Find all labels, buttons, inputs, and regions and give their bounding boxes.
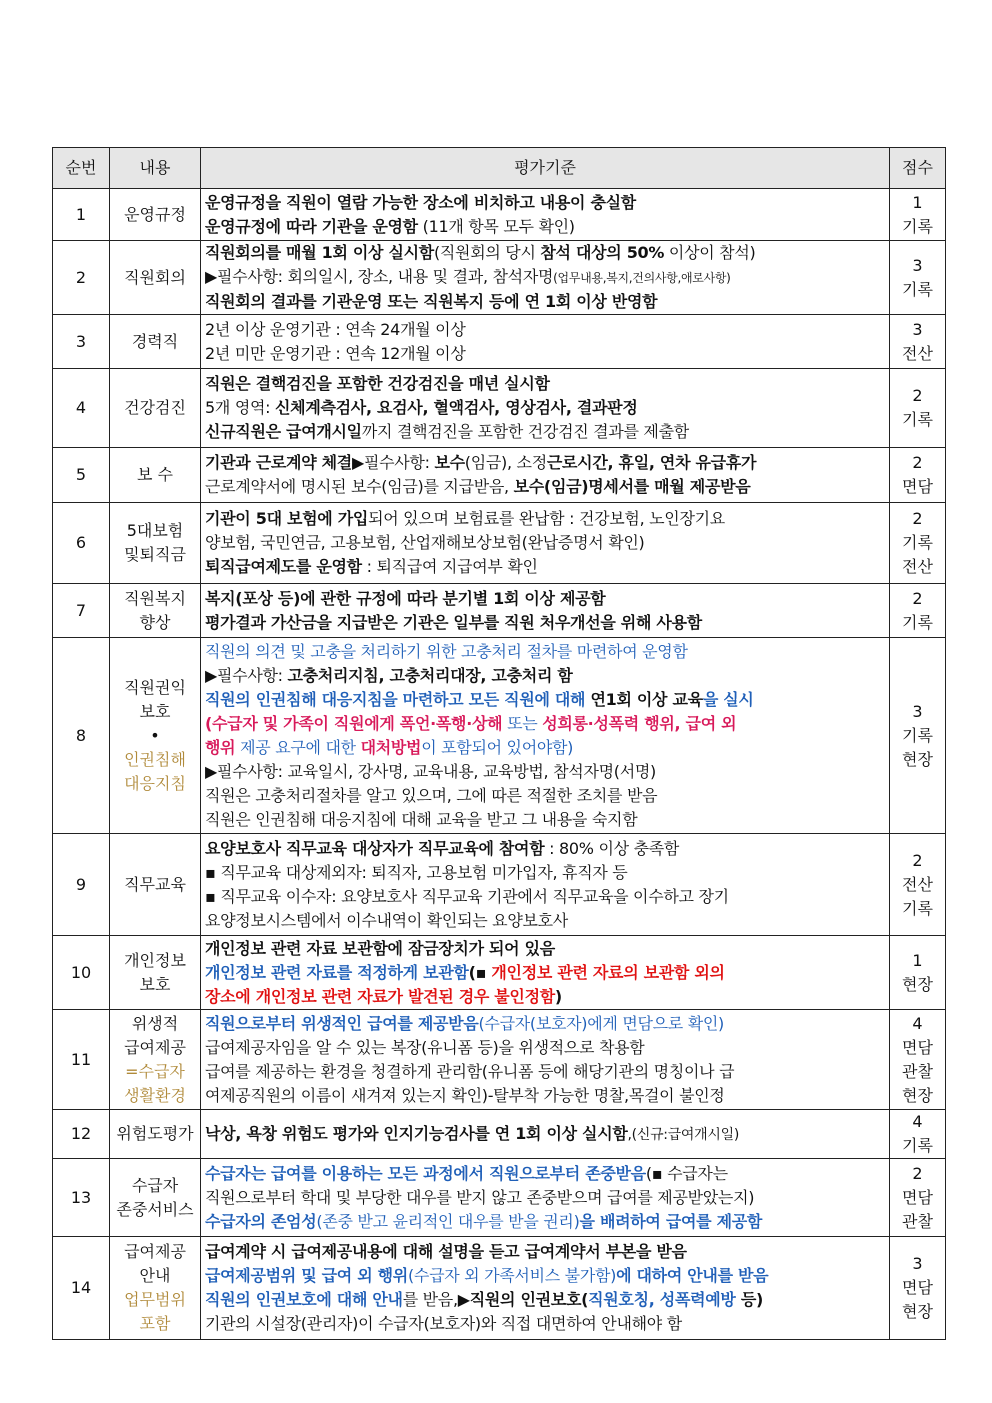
item-name-line: 운영규정 — [124, 204, 186, 224]
criteria-line — [205, 688, 885, 712]
item-name-line: 향상 — [139, 612, 171, 632]
row-number: 9 — [53, 834, 110, 936]
row-item-name — [110, 1110, 201, 1159]
score-line: 기록 — [902, 1136, 933, 1155]
score-line: 기록 — [902, 725, 933, 745]
criteria-segment: (업무내용,복지,건의사항,애로사항) — [553, 271, 731, 285]
item-name-line: 개인정보 — [124, 950, 186, 970]
row-number: 2 — [53, 241, 110, 315]
item-name-line: 급여제공 — [124, 1242, 186, 1261]
row-criteria — [201, 241, 890, 315]
row-item-name — [110, 1010, 201, 1110]
criteria-line — [205, 587, 885, 611]
criteria-line — [205, 640, 885, 664]
criteria-line — [205, 1060, 885, 1084]
criteria-segment: 급여계약 시 급여제공내용에 대해 설명을 듣고 급여계약서 부본을 받음 — [205, 1242, 687, 1261]
row-score — [890, 315, 946, 369]
item-name-line: 직원회의 — [124, 267, 186, 287]
row-criteria — [201, 448, 890, 503]
criteria-line — [205, 1240, 885, 1264]
table-row — [53, 584, 946, 638]
criteria-line — [205, 1186, 885, 1210]
criteria-segment: : 80% 이상 충족함 — [544, 838, 680, 858]
row-score — [890, 1237, 946, 1340]
criteria-segment: (▪ 수급자는 — [645, 1163, 728, 1183]
criteria-segment: 직원의 의견 및 고충을 처리하기 위한 고충처리 절차를 마련하여 운영함 — [205, 641, 688, 661]
item-name-line: 인권침해 — [124, 749, 186, 769]
criteria-segment: ▶필수사항: — [351, 453, 435, 472]
criteria-segment: 기관과 근로계약 체결 — [205, 453, 352, 472]
criteria-segment: 이 포함되어 있어야함) — [421, 737, 574, 757]
score-line: 기록 — [902, 410, 933, 429]
row-criteria — [201, 936, 890, 1010]
criteria-segment: ,(신규:급여개시일) — [627, 1126, 739, 1143]
criteria-line — [205, 1288, 885, 1312]
score-line: 면담 — [902, 1037, 933, 1057]
score-line: 현장 — [902, 1302, 933, 1321]
item-name-line: 대응지침 — [124, 773, 186, 793]
score-line: 2 — [912, 588, 923, 608]
header-criteria: 평가기준 — [201, 148, 890, 189]
criteria-line — [205, 611, 885, 635]
score-line: 2 — [912, 453, 923, 472]
row-score — [890, 936, 946, 1010]
criteria-segment: 요양보호사 직무교육 대상자가 직무교육에 참여함 — [205, 838, 545, 858]
criteria-segment: 운영규정에 따라 기관을 운영함 — [205, 216, 418, 236]
row-number: 4 — [53, 369, 110, 448]
header-name: 내용 — [110, 148, 201, 189]
item-name-line: 위생적 — [131, 1013, 179, 1033]
criteria-line — [205, 1162, 885, 1186]
row-score — [890, 1010, 946, 1110]
row-score — [890, 834, 946, 936]
criteria-segment: 개인정보 관련 자료를 적정하게 보관함 — [205, 962, 469, 982]
criteria-segment: (11개 항목 모두 확인) — [417, 216, 575, 236]
criteria-segment: 되어 있으며 보험료를 완납함 : 건강보험, 노인장기요 — [368, 509, 725, 528]
criteria-line — [205, 451, 885, 475]
criteria-segment: 까지 결핵검진을 포함한 건강검진 결과를 제출함 — [361, 422, 689, 441]
row-number: 14 — [53, 1237, 110, 1340]
criteria-line — [205, 1312, 885, 1336]
table-row — [53, 1110, 946, 1159]
criteria-segment: 보수(임금)명세서를 매월 제공받음 — [513, 477, 751, 496]
criteria-line — [205, 420, 885, 444]
criteria-line — [205, 961, 885, 985]
criteria-segment: 양보험, 국민연금, 고용보험, 산업재해보상보험(완납증명서 확인) — [205, 533, 645, 552]
criteria-segment: 대처방법 — [360, 737, 422, 757]
criteria-line — [205, 215, 885, 239]
score-line: 3 — [912, 1254, 923, 1273]
row-number: 1 — [53, 189, 110, 241]
row-score — [890, 503, 946, 584]
score-line: 기록 — [902, 533, 933, 552]
score-line: 4 — [912, 1112, 923, 1131]
criteria-line — [205, 712, 885, 736]
table-row — [53, 369, 946, 448]
criteria-segment: (존중 받고 윤리적인 대우를 받을 권리) — [316, 1211, 580, 1231]
row-item-name — [110, 241, 201, 315]
criteria-line — [205, 1036, 885, 1060]
criteria-line — [205, 342, 885, 366]
criteria-segment: 요양정보시스템에서 이수내역이 확인되는 요양보호사 — [205, 910, 568, 930]
criteria-segment: ) — [554, 986, 562, 1006]
row-number: 6 — [53, 503, 110, 584]
criteria-segment: 직원의 인권보호에 대해 안내 — [205, 1290, 403, 1309]
item-name-line: 업무범위 — [124, 1290, 186, 1309]
criteria-segment: 성희롱·성폭력 행위, 급여 외 — [542, 713, 737, 733]
item-name-line: 보호 — [139, 974, 171, 994]
criteria-segment: 직원은 인권침해 대응지침에 대해 교육을 받고 그 내용을 숙지함 — [205, 809, 638, 829]
score-line: 2 — [912, 850, 923, 870]
criteria-segment: 개인정보 관련 자료 보관함에 잠금장치가 되어 있음 — [205, 938, 555, 958]
criteria-line — [205, 985, 885, 1009]
criteria-line — [205, 664, 885, 688]
row-number: 5 — [53, 448, 110, 503]
criteria-segment: (임금), 소정 — [464, 453, 547, 472]
criteria-segment: 직원은 결핵검진을 포함한 건강검진을 매년 실시함 — [205, 374, 550, 393]
row-number: 13 — [53, 1159, 110, 1237]
criteria-line — [205, 372, 885, 396]
score-line: 전산 — [902, 874, 933, 894]
row-criteria — [201, 638, 890, 834]
score-line: 기록 — [902, 612, 933, 632]
criteria-segment: 을 실시 — [702, 689, 754, 709]
criteria-line — [205, 290, 885, 314]
row-criteria — [201, 369, 890, 448]
criteria-segment: 연1회 이상 교육 — [585, 689, 703, 709]
score-line: 기록 — [902, 216, 933, 236]
criteria-segment: 에 대하여 안내를 받음 — [616, 1266, 769, 1285]
row-number: 8 — [53, 638, 110, 834]
criteria-segment: (수급자 및 가족이 직원에게 폭언·폭행·상해 — [205, 713, 503, 733]
table-row — [53, 189, 946, 241]
criteria-segment: 고충처리지침, 고충처리대장, 고충처리 함 — [287, 665, 573, 685]
criteria-line — [205, 808, 885, 832]
row-criteria — [201, 1159, 890, 1237]
score-line: 면담 — [902, 477, 933, 496]
row-score — [890, 1159, 946, 1237]
item-name-line: 안내 — [139, 1266, 171, 1285]
row-item-name — [110, 503, 201, 584]
criteria-segment: 을 배려하여 급여를 제공함 — [579, 1211, 763, 1231]
row-score — [890, 369, 946, 448]
criteria-line — [205, 885, 885, 909]
criteria-line — [205, 1012, 885, 1036]
criteria-segment: (직원회의 당시 — [433, 243, 541, 262]
criteria-line — [205, 555, 885, 579]
table-row — [53, 315, 946, 369]
item-name-line: 직원권익 — [124, 677, 186, 697]
item-name-line: 보호 — [139, 701, 171, 721]
criteria-segment: 수급자는 급여를 이용하는 모든 과정에서 직원으로부터 존중받음 — [205, 1163, 646, 1183]
table-row — [53, 638, 946, 834]
criteria-segment: 신체계측검사, 요검사, 혈액검사, 영상검사, 결과판정 — [275, 398, 638, 417]
row-score — [890, 189, 946, 241]
score-line: 1 — [912, 192, 923, 212]
score-line: 3 — [912, 255, 923, 275]
criteria-segment: 장소에 개인정보 관련 자료가 발견된 경우 불인정함 — [205, 986, 555, 1006]
criteria-segment: 수급자의 존엄성 — [205, 1211, 317, 1231]
row-criteria — [201, 189, 890, 241]
criteria-segment: ▶필수사항: — [205, 665, 288, 685]
criteria-segment: (수급자(보호자)에게 면담으로 확인) — [478, 1013, 724, 1033]
criteria-segment: 이상이 참석) — [664, 243, 756, 262]
criteria-segment: 신규직원은 급여개시일 — [205, 422, 362, 441]
row-item-name — [110, 1237, 201, 1340]
criteria-line — [205, 736, 885, 760]
row-item-name — [110, 448, 201, 503]
row-number: 7 — [53, 584, 110, 638]
criteria-segment: 또는 — [502, 713, 543, 733]
criteria-segment: (▪ — [468, 962, 492, 982]
table-row — [53, 448, 946, 503]
criteria-segment: ▪ 직무교육 이수자: 요양보호사 직무교육 기관에서 직무교육을 이수하고 장기 — [205, 886, 729, 906]
criteria-segment: 직원회의를 매월 1회 이상 실시함 — [205, 243, 434, 262]
row-item-name — [110, 315, 201, 369]
row-criteria — [201, 315, 890, 369]
row-item-name — [110, 834, 201, 936]
row-criteria — [201, 584, 890, 638]
row-criteria — [201, 1237, 890, 1340]
criteria-segment: 급여를 제공하는 환경을 청결하게 관리함(유니폼 등에 해당기관의 명칭이나 급 — [205, 1061, 735, 1081]
criteria-line — [205, 396, 885, 420]
criteria-line — [205, 265, 885, 290]
row-item-name — [110, 369, 201, 448]
item-name-line: 급여제공 — [124, 1037, 186, 1057]
criteria-segment: 직원으로부터 위생적인 급여를 제공받음 — [205, 1013, 479, 1033]
row-item-name — [110, 1159, 201, 1237]
score-line: 1 — [912, 950, 923, 970]
criteria-segment: 2년 미만 운영기관 : 연속 12개월 이상 — [205, 343, 466, 363]
header-num: 순번 — [53, 148, 110, 189]
item-name-line: 직무교육 — [124, 874, 186, 894]
criteria-line — [205, 318, 885, 342]
score-line: 3 — [912, 701, 923, 721]
score-line: 2 — [912, 509, 923, 528]
score-line: 면담 — [902, 1187, 933, 1207]
criteria-segment: 제공 요구에 대한 — [235, 737, 361, 757]
criteria-segment: 참석 대상의 50% — [540, 243, 665, 262]
criteria-line — [205, 1210, 885, 1234]
item-name-line: • — [150, 725, 160, 745]
table-header-row — [53, 148, 946, 189]
row-score — [890, 638, 946, 834]
criteria-line — [205, 241, 885, 265]
criteria-segment: ▶필수사항: 회의일시, 장소, 내용 및 결과, 참석자명 — [205, 267, 554, 286]
item-name-line: 건강검진 — [124, 398, 186, 417]
criteria-line — [205, 760, 885, 784]
criteria-segment: 기관이 5대 보험에 가입 — [205, 509, 369, 528]
table-row — [53, 241, 946, 315]
criteria-line — [205, 475, 885, 499]
criteria-segment: ▶직원의 인권보호( — [457, 1290, 589, 1309]
row-number: 12 — [53, 1110, 110, 1159]
criteria-segment: 급여제공자임을 알 수 있는 복장(유니폼 등)을 위생적으로 착용함 — [205, 1037, 645, 1057]
criteria-segment: 복지(포상 등)에 관한 규정에 따라 분기별 1회 이상 제공함 — [205, 588, 606, 608]
criteria-line — [205, 937, 885, 961]
criteria-segment: ▶필수사항: 교육일시, 강사명, 교육내용, 교육방법, 참석자명(서명) — [205, 761, 656, 781]
criteria-segment: 직원호칭, 성폭력예방 — [588, 1290, 736, 1309]
score-line: 현장 — [902, 1085, 933, 1105]
row-number: 10 — [53, 936, 110, 1010]
score-line: 4 — [912, 1013, 923, 1033]
criteria-line — [205, 1264, 885, 1288]
score-line: 기록 — [902, 898, 933, 918]
item-name-line: 수급자 — [131, 1175, 179, 1195]
criteria-line — [205, 1122, 885, 1147]
criteria-segment: 직원으로부터 학대 및 부당한 대우를 받지 않고 존중받으며 급여를 제공받았는지) — [205, 1187, 755, 1207]
row-criteria — [201, 503, 890, 584]
row-item-name — [110, 638, 201, 834]
score-line: 2 — [912, 1163, 923, 1183]
score-line: 2 — [912, 386, 923, 405]
score-line: 관찰 — [902, 1211, 933, 1231]
criteria-segment: 기관의 시설장(관리자)이 수급자(보호자)와 직접 대면하여 안내해야 함 — [205, 1314, 682, 1333]
row-number: 3 — [53, 315, 110, 369]
criteria-segment: : 퇴직급여 지급여부 확인 — [361, 557, 538, 576]
item-name-line: 포함 — [139, 1314, 171, 1333]
item-name-line: 생활환경 — [124, 1085, 186, 1105]
criteria-segment: 행위 — [205, 737, 236, 757]
score-line: 면담 — [902, 1278, 933, 1297]
row-criteria — [201, 834, 890, 936]
table-row — [53, 1237, 946, 1340]
row-item-name — [110, 189, 201, 241]
score-line: 현장 — [902, 974, 933, 994]
criteria-line — [205, 1084, 885, 1108]
criteria-line — [205, 784, 885, 808]
item-name-line: =수급자 — [125, 1061, 185, 1081]
row-criteria — [201, 1110, 890, 1159]
item-name-line: 존중서비스 — [116, 1199, 194, 1219]
criteria-segment: (수급자 외 가족서비스 불가함) — [407, 1266, 617, 1285]
row-score — [890, 241, 946, 315]
criteria-line — [205, 909, 885, 933]
criteria-segment: 여제공직원의 이름이 새겨져 있는지 확인)-탈부착 가능한 명찰,목걸이 불인정 — [205, 1085, 725, 1105]
row-score — [890, 584, 946, 638]
item-name-line: 경력직 — [131, 331, 179, 351]
criteria-line — [205, 507, 885, 531]
criteria-segment: 급여제공범위 및 급여 외 행위 — [205, 1266, 408, 1285]
criteria-segment: 등) — [735, 1290, 764, 1309]
score-line: 관찰 — [902, 1061, 933, 1081]
table-row — [53, 936, 946, 1010]
criteria-segment: 보수 — [434, 453, 465, 472]
score-line: 기록 — [902, 279, 933, 299]
criteria-segment: 직원회의 결과를 기관운영 또는 직원복지 등에 연 1회 이상 반영함 — [205, 292, 658, 311]
criteria-segment: ▪ 직무교육 대상제외자: 퇴직자, 고용보험 미가입자, 휴직자 등 — [205, 862, 628, 882]
criteria-segment: 직원은 고충처리절차를 알고 있으며, 그에 따른 적절한 조치를 받음 — [205, 785, 658, 805]
score-line: 3 — [912, 319, 923, 339]
criteria-segment: 직원의 인권침해 대응지침을 마련하고 모든 직원에 대해 — [205, 689, 586, 709]
criteria-segment: 2년 이상 운영기관 : 연속 24개월 이상 — [205, 319, 466, 339]
criteria-line — [205, 531, 885, 555]
row-item-name — [110, 584, 201, 638]
item-name-line: 및퇴직금 — [124, 545, 186, 564]
header-score: 점수 — [890, 148, 946, 189]
table-row — [53, 1010, 946, 1110]
criteria-segment: 개인정보 관련 자료의 보관함 외의 — [491, 962, 725, 982]
criteria-segment: 낙상, 욕창 위험도 평가와 인지기능검사를 연 1회 이상 실시함 — [205, 1123, 628, 1143]
evaluation-table — [52, 147, 946, 1340]
criteria-segment: 5개 영역: — [205, 398, 276, 417]
table-row — [53, 1159, 946, 1237]
item-name-line: 위험도평가 — [116, 1124, 194, 1143]
criteria-line — [205, 837, 885, 861]
criteria-line — [205, 191, 885, 215]
criteria-segment: 를 받음, — [402, 1290, 458, 1309]
criteria-segment: 퇴직급여제도를 운영함 — [205, 557, 362, 576]
table-row — [53, 503, 946, 584]
criteria-segment: 운영규정을 직원이 열람 가능한 장소에 비치하고 내용이 충실함 — [205, 192, 636, 212]
row-score — [890, 448, 946, 503]
score-line: 현장 — [902, 749, 933, 769]
criteria-segment: 근로계약서에 명시된 보수(임금)를 지급받음, — [205, 477, 514, 496]
row-score — [890, 1110, 946, 1159]
item-name-line: 5대보험 — [126, 521, 184, 540]
criteria-line — [205, 861, 885, 885]
item-name-line: 보 수 — [137, 465, 173, 484]
item-name-line: 직원복지 — [124, 588, 186, 608]
row-item-name — [110, 936, 201, 1010]
criteria-segment: 평가결과 가산금을 지급받은 기관은 일부를 직원 처우개선을 위해 사용함 — [205, 612, 702, 632]
row-number: 11 — [53, 1010, 110, 1110]
score-line: 전산 — [902, 557, 933, 576]
criteria-segment: 근로시간, 휴일, 연차 유급휴가 — [546, 453, 757, 472]
row-criteria — [201, 1010, 890, 1110]
table-body — [53, 189, 946, 1340]
score-line: 전산 — [902, 343, 933, 363]
table-row — [53, 834, 946, 936]
